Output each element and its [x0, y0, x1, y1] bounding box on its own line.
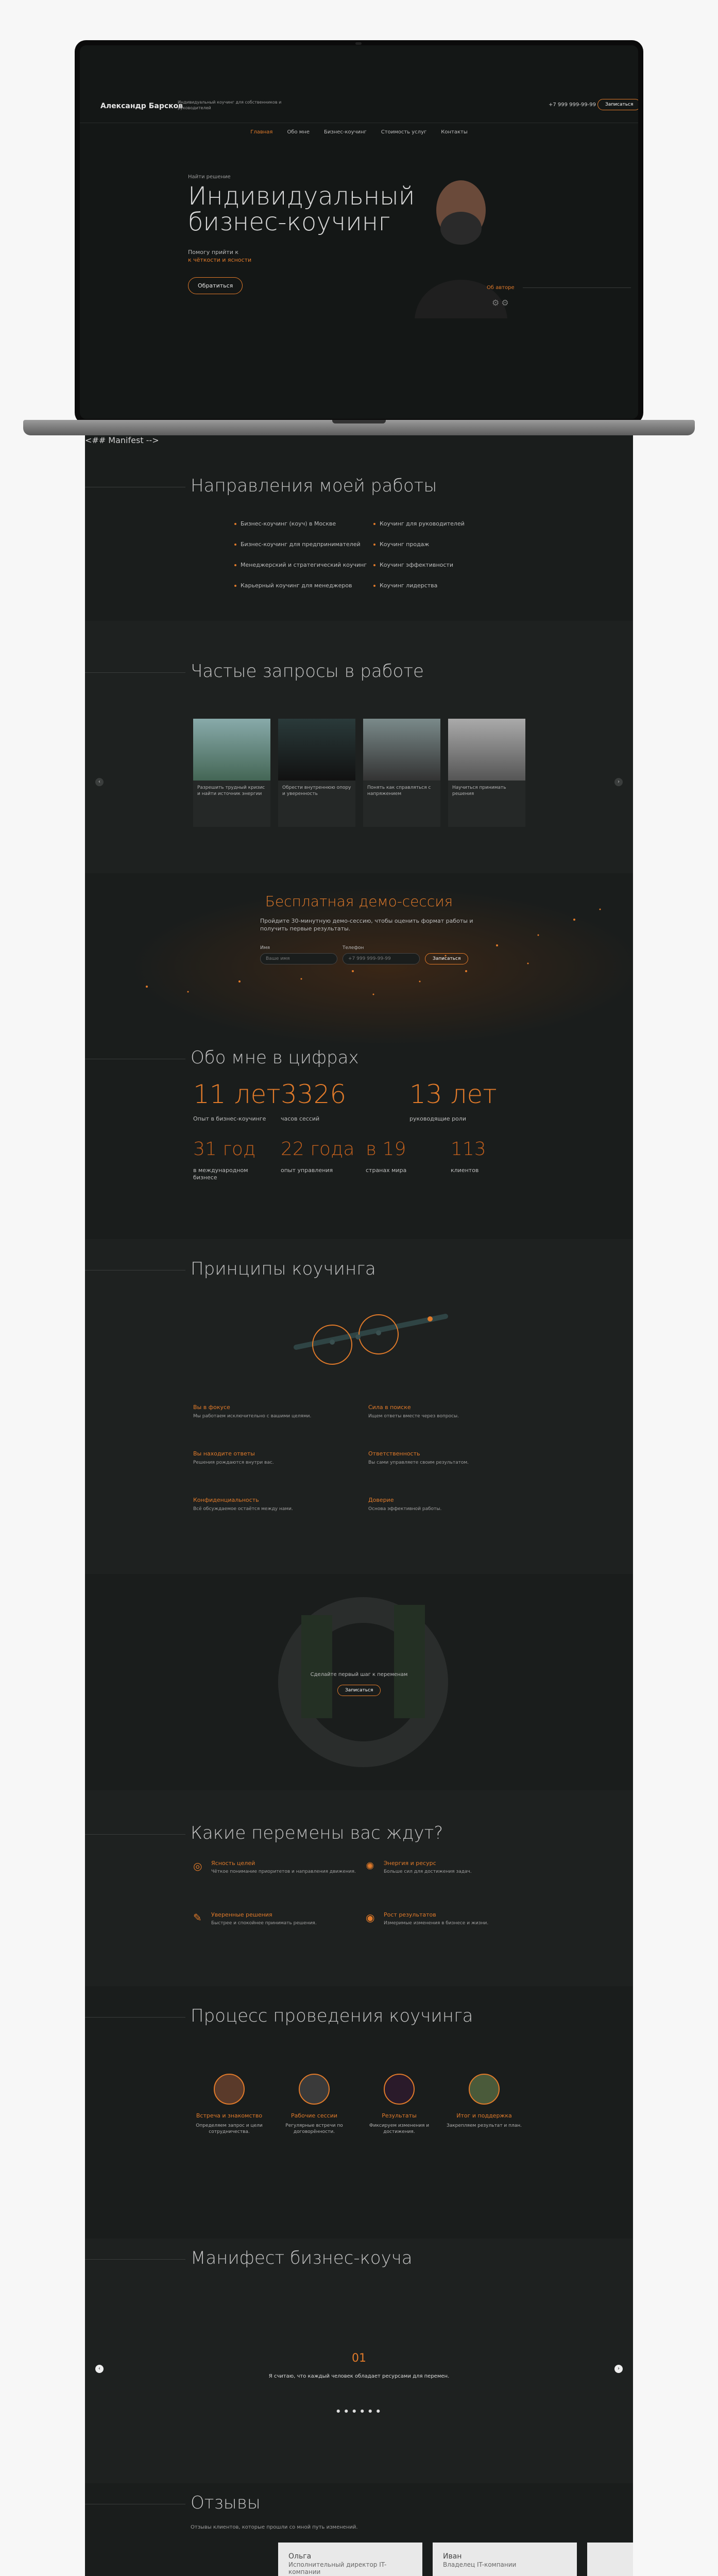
hero-screen [80, 45, 638, 419]
step-text: Определяем запрос и цели сотрудничества. [196, 2123, 263, 2134]
step-text: Фиксируем изменения и достижения. [369, 2123, 430, 2134]
principle-title: Ответственность [368, 1450, 420, 1457]
step-image [384, 2074, 415, 2105]
section-rule [85, 672, 185, 673]
hero-kicker: Найти решение [188, 174, 231, 180]
stat-value: в 19 [366, 1139, 406, 1160]
requests-title: Частые запросы в работе [191, 661, 424, 682]
demo-submit-button[interactable]: Записаться [425, 953, 468, 964]
request-card[interactable] [193, 719, 270, 827]
manifest-section [85, 2239, 633, 2483]
principles-title: Принципы коучинга [191, 1259, 376, 1279]
change-title: Энергия и ресурс [384, 1860, 436, 1867]
growth-icon: ◉ [366, 1911, 375, 1924]
section-rule [85, 2017, 185, 2018]
numbers-title: Обо мне в цифрах [191, 1047, 359, 1068]
nav-item-prices[interactable]: Стоимость услуг [381, 129, 427, 135]
direction-item[interactable]: Менеджерский и стратегический коучинг [234, 562, 367, 568]
carousel-prev-arrow[interactable]: ‹ [95, 778, 104, 786]
stat-value: 11 лет [193, 1079, 281, 1109]
nav-item-about[interactable]: Обо мне [287, 129, 310, 135]
page-column: Направления моей работы Бизнес-коучинг (коуч) в Москве Коучинг для руководителей Бизнес-коучинг для предпринимателей Коучинг продаж Менеджерский и стратегический коучинг Коучинг эффективности Карьерный коучинг для менеджеров Коучинг лидерства Частые запросы в работе ‹ › Разрешить трудный кризис и найти источник энергии Обрести внутреннюю опору и уверенность Понять как справляться с напряжением Научиться принимать решения Бесплатная демо-сессия Пройдите 30-минутную демо-сессию, чтобы оценить формат работы и получить первые результаты. Имя Ваше имя Телефон +7 999 999-99-99 Записаться Обо мне в цифрах 11 лет Опыт в бизнес-коучинге 3326 часов сессий 13 лет руководящие роли 31 год в международном бизнесе 22 года опыт управления в 19 странах мира 113 клиентов Принципы коучинга Вы в фокусе Мы работаем исключительно с вашими целями. Сила в поиске Ищем ответы вместе через вопросы. Вы находите ответы Решения рождаются внутри вас. Ответственность Вы сами управляете своим результатом. Конфиденциальность Всё обсуждаемое остаётся между нами. Доверие Основа эффективной работы. Сделайте первый шаг к переменам Записаться Какие перемены вас ждут? ◎ Ясность целей Чёткое понимание приоритетов и направления движения. ✺ Энергия и ресурс Больше сил для достижения задач. ✎ Уверенные решения Быстрее и спокойнее принимать решения. ◉ Рост результатов Измеримые изменения в бизнесе и жизни. Процесс проведения коучинга Встреча и знакомство Определяем запрос и цели сотрудничества. Рабочие сессии Регулярные встречи по договорённости. Результаты Фиксируем изменения и достижения. Итог и поддержка Закрепляем результат и план. <## Manifest --> Манифест бизнес-коуча ‹ › 01 Я считаю, что каждый человек обладает ресурсами для перемен. ● ● ● ● ● ● Отзывы Отзывы клиентов, которые прошли со мной путь изменений. Ольга Исполнительный директор IT-компании Иван Владелец IT-компании [85, 435, 633, 2576]
step-title: Результаты [382, 2112, 417, 2119]
site-logo[interactable]: Александр Барсков [100, 102, 183, 110]
laptop-base [23, 420, 695, 435]
step-title: Встреча и знакомство [196, 2112, 263, 2119]
camera [355, 42, 362, 45]
stat-value: 22 года [281, 1139, 355, 1160]
site-tagline: Индивидуальный коучинг для собственников и руководителей [178, 100, 282, 110]
hero-title [188, 183, 415, 235]
change-title: Ясность целей [211, 1860, 255, 1867]
change-text: Быстрее и спокойнее принимать решения. [211, 1921, 317, 1926]
portrait-image [404, 164, 518, 318]
manifest-pagination-dots[interactable]: ● ● ● ● ● ● [336, 2409, 382, 2413]
stat-value: 3326 [281, 1079, 347, 1109]
energy-icon: ✺ [366, 1860, 374, 1872]
banner-text: Сделайте первый шаг к переменам [310, 1672, 408, 1677]
change-text: Чёткое понимание приоритетов и направления движения. [211, 1869, 356, 1874]
step-text: Закрепляем результат и план. [446, 2123, 522, 2128]
decision-icon: ✎ [193, 1911, 202, 1924]
nav-item-coaching[interactable]: Бизнес-коучинг [324, 129, 367, 135]
stat-label: странах мира [366, 1167, 407, 1174]
process-title: Процесс проведения коучинга [191, 2006, 473, 2026]
review-card[interactable] [433, 2543, 577, 2576]
manifest-next-arrow[interactable]: › [614, 2365, 623, 2373]
direction-item[interactable]: Коучинг эффективности [373, 562, 453, 568]
principles-diagram [286, 1301, 456, 1373]
manifest-number: 01 [352, 2352, 366, 2365]
reviews-intro: Отзывы клиентов, которые прошли со мной путь изменений. [191, 2524, 358, 2530]
header-signup-button[interactable]: Записаться [597, 99, 638, 110]
review-name: Ольга [288, 2552, 312, 2561]
request-card[interactable] [448, 719, 525, 827]
hero-caption: Об авторе [487, 285, 515, 291]
principle-title: Сила в поиске [368, 1404, 411, 1411]
demo-title: Бесплатная демо-сессия [265, 893, 453, 910]
demo-phone-input[interactable]: +7 999 999-99-99 [343, 953, 420, 964]
stat-label: Опыт в бизнес-коучинге [193, 1115, 266, 1122]
request-text: Понять как справляться с напряжением [367, 785, 431, 796]
stat-label: клиентов [451, 1167, 479, 1174]
change-title: Рост результатов [384, 1911, 436, 1918]
reviews-section [85, 2483, 633, 2576]
main-nav [80, 123, 638, 135]
principle-title: Конфиденциальность [193, 1497, 259, 1503]
carousel-next-arrow[interactable]: › [614, 778, 623, 786]
direction-item[interactable]: Коучинг лидерства [373, 582, 437, 589]
direction-item[interactable]: Бизнес-коучинг для предпринимателей [234, 541, 361, 548]
banner-section [85, 1574, 633, 1790]
request-card[interactable] [363, 719, 440, 827]
hero-title-line2: бизнес-коучинг [188, 208, 390, 236]
stat-label: опыт управления [281, 1167, 333, 1174]
principles-section [85, 1239, 633, 1574]
section-rule [85, 2259, 185, 2260]
change-text: Измеримые изменения в бизнесе и жизни. [384, 1921, 489, 1926]
stat-value: 31 год [193, 1139, 256, 1160]
directions-title: Направления моей работы [191, 476, 437, 496]
review-role: Исполнительный директор IT-компании [288, 2561, 387, 2575]
nav-item-home[interactable]: Главная [250, 129, 273, 135]
reviews-title: Отзывы [191, 2493, 261, 2513]
demo-phone-label: Телефон [343, 945, 364, 951]
change-text: Больше сил для достижения задач. [384, 1869, 472, 1874]
section-rule [85, 1834, 185, 1835]
step-image [469, 2074, 500, 2105]
directions-section [85, 435, 633, 621]
review-role: Владелец IT-компании [443, 2561, 517, 2568]
stat-label: в международном бизнесе [193, 1167, 248, 1181]
stat-label: часов сессий [281, 1115, 320, 1122]
requests-section [85, 621, 633, 873]
step-image [214, 2074, 245, 2105]
forest-image [240, 1584, 487, 1780]
stat-value: 113 [451, 1139, 486, 1160]
request-text: Обрести внутреннюю опору и уверенность [282, 785, 351, 796]
principle-title: Вы находите ответы [193, 1450, 255, 1457]
numbers-section [85, 1043, 633, 1239]
request-text: Научиться принимать решения [452, 785, 506, 796]
step-title: Итог и поддержка [456, 2112, 512, 2119]
demo-name-input[interactable]: Ваше имя [260, 953, 337, 964]
request-image [448, 719, 525, 781]
process-section [85, 1986, 633, 2239]
changes-title: Какие перемены вас ждут? [191, 1823, 443, 1843]
request-text: Разрешить трудный кризис и найти источник энергии [197, 785, 265, 796]
principle-text: Вы сами управляете своим результатом. [368, 1460, 469, 1465]
principle-text: Решения рождаются внутри вас. [193, 1460, 274, 1465]
hero-contact-button[interactable]: Обратиться [188, 277, 243, 294]
direction-item[interactable]: Коучинг для руководителей [373, 520, 465, 527]
demo-section [85, 873, 633, 1043]
request-image [363, 719, 440, 781]
principle-title: Доверие [368, 1497, 394, 1503]
changes-section [85, 1790, 633, 1986]
step-title: Рабочие сессии [290, 2112, 337, 2119]
manifest-text: Я считаю, что каждый человек обладает ресурсами для перемен. [268, 2374, 450, 2379]
laptop-frame [75, 40, 643, 424]
nav-item-contacts[interactable]: Контакты [441, 129, 468, 135]
step-text: Регулярные встречи по договорённости. [285, 2123, 343, 2134]
hero-subtitle: Помогу прийти к [188, 249, 238, 256]
principle-text: Мы работаем исключительно с вашими целями. [193, 1414, 312, 1419]
principle-title: Вы в фокусе [193, 1404, 230, 1411]
principle-text: Ищем ответы вместе через вопросы. [368, 1414, 459, 1419]
review-card-partial[interactable] [587, 2543, 633, 2576]
request-image [193, 719, 270, 781]
hero-title-line1: Индивидуальный [188, 182, 415, 211]
manifest-title: Манифест бизнес-коуча [191, 2248, 413, 2268]
banner-button[interactable]: Записаться [337, 1685, 381, 1696]
stat-label: руководящие роли [409, 1115, 466, 1122]
step-image [299, 2074, 330, 2105]
manifest-prev-arrow[interactable]: ‹ [95, 2365, 104, 2373]
target-icon: ◎ [193, 1860, 202, 1872]
demo-name-label: Имя [260, 945, 270, 951]
request-image [278, 719, 355, 781]
laptop-notch [332, 420, 386, 423]
direction-item[interactable]: Коучинг продаж [373, 541, 429, 548]
review-card[interactable] [278, 2543, 422, 2576]
hero-divider [523, 287, 631, 288]
review-name: Иван [443, 2552, 462, 2561]
weights-icon: ⚙⚙ [492, 298, 511, 308]
stat-value: 13 лет [409, 1079, 497, 1109]
demo-text: Пройдите 30-минутную демо-сессию, чтобы оценить формат работы и получить первые результаты. [260, 918, 473, 932]
direction-item[interactable]: Бизнес-коучинг (коуч) в Москве [234, 520, 336, 527]
principle-text: Всё обсуждаемое остаётся между нами. [193, 1506, 293, 1512]
principle-text: Основа эффективной работы. [368, 1506, 442, 1512]
direction-item[interactable]: Карьерный коучинг для менеджеров [234, 582, 352, 589]
hero-link[interactable]: к чёткости и ясности [188, 257, 252, 263]
change-title: Уверенные решения [211, 1911, 272, 1918]
header-phone[interactable]: +7 999 999-99-99 [549, 102, 596, 108]
request-card[interactable] [278, 719, 355, 827]
